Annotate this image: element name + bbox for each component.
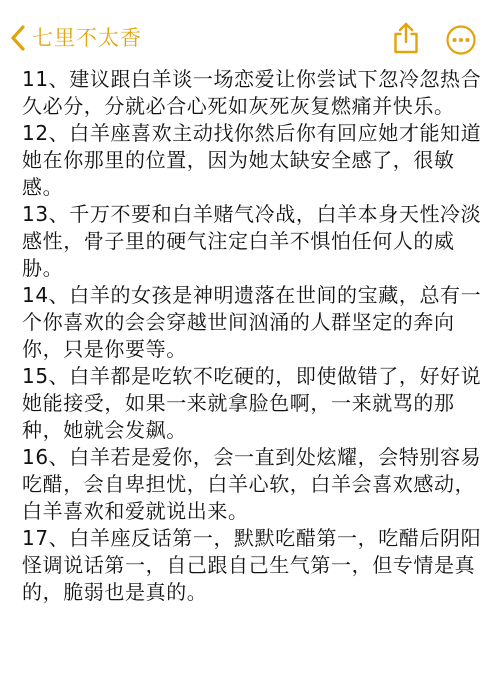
navigation-bar <box>0 0 500 68</box>
back-button[interactable] <box>10 22 142 54</box>
note-paragraph: 12、白羊座喜欢主动找你然后你有回应她才能知道她在你那里的位置，因为她太缺安全感了，很敏感。 <box>22 121 482 199</box>
share-button[interactable] <box>391 22 421 54</box>
note-paragraph: 15、白羊都是吃软不吃硬的，即使做错了，好好说她能接受，如果一来就拿脸色啊，一来就骂的那种，她就会发飙。 <box>22 364 482 442</box>
note-paragraph: 13、千万不要和白羊赌气冷战，白羊本身天性冷淡感性，骨子里的硬气注定白羊不惧怕任何人的威胁。 <box>22 202 482 280</box>
share-icon <box>391 22 421 54</box>
note-paragraph: 16、白羊若是爱你，会一直到处炫耀，会特别容易吃醋，会自卑担忧，白羊心软，白羊会喜欢感动，白羊喜欢和爱就说出来。 <box>22 445 482 523</box>
note-body[interactable] <box>22 66 484 606</box>
more-icon <box>445 24 477 56</box>
chevron-left-icon <box>10 25 26 51</box>
more-button[interactable] <box>445 24 477 56</box>
note-paragraph: 14、白羊的女孩是神明遗落在世间的宝藏，总有一个你喜欢的会会穿越世间汹涌的人群坚定的奔向你，只是你要等。 <box>22 283 482 361</box>
back-button-label: 七里不太香 <box>32 26 142 50</box>
note-paragraph: 11、建议跟白羊谈一场恋爱让你尝试下忽冷忽热合久必分，分就必合心死如灰死灰复燃痛并快乐。 <box>22 67 482 118</box>
note-paragraph: 17、白羊座反话第一，默默吃醋第一，吃醋后阴阳怪调说话第一，自己跟自己生气第一，但专情是真的，脆弱也是真的。 <box>22 526 482 604</box>
